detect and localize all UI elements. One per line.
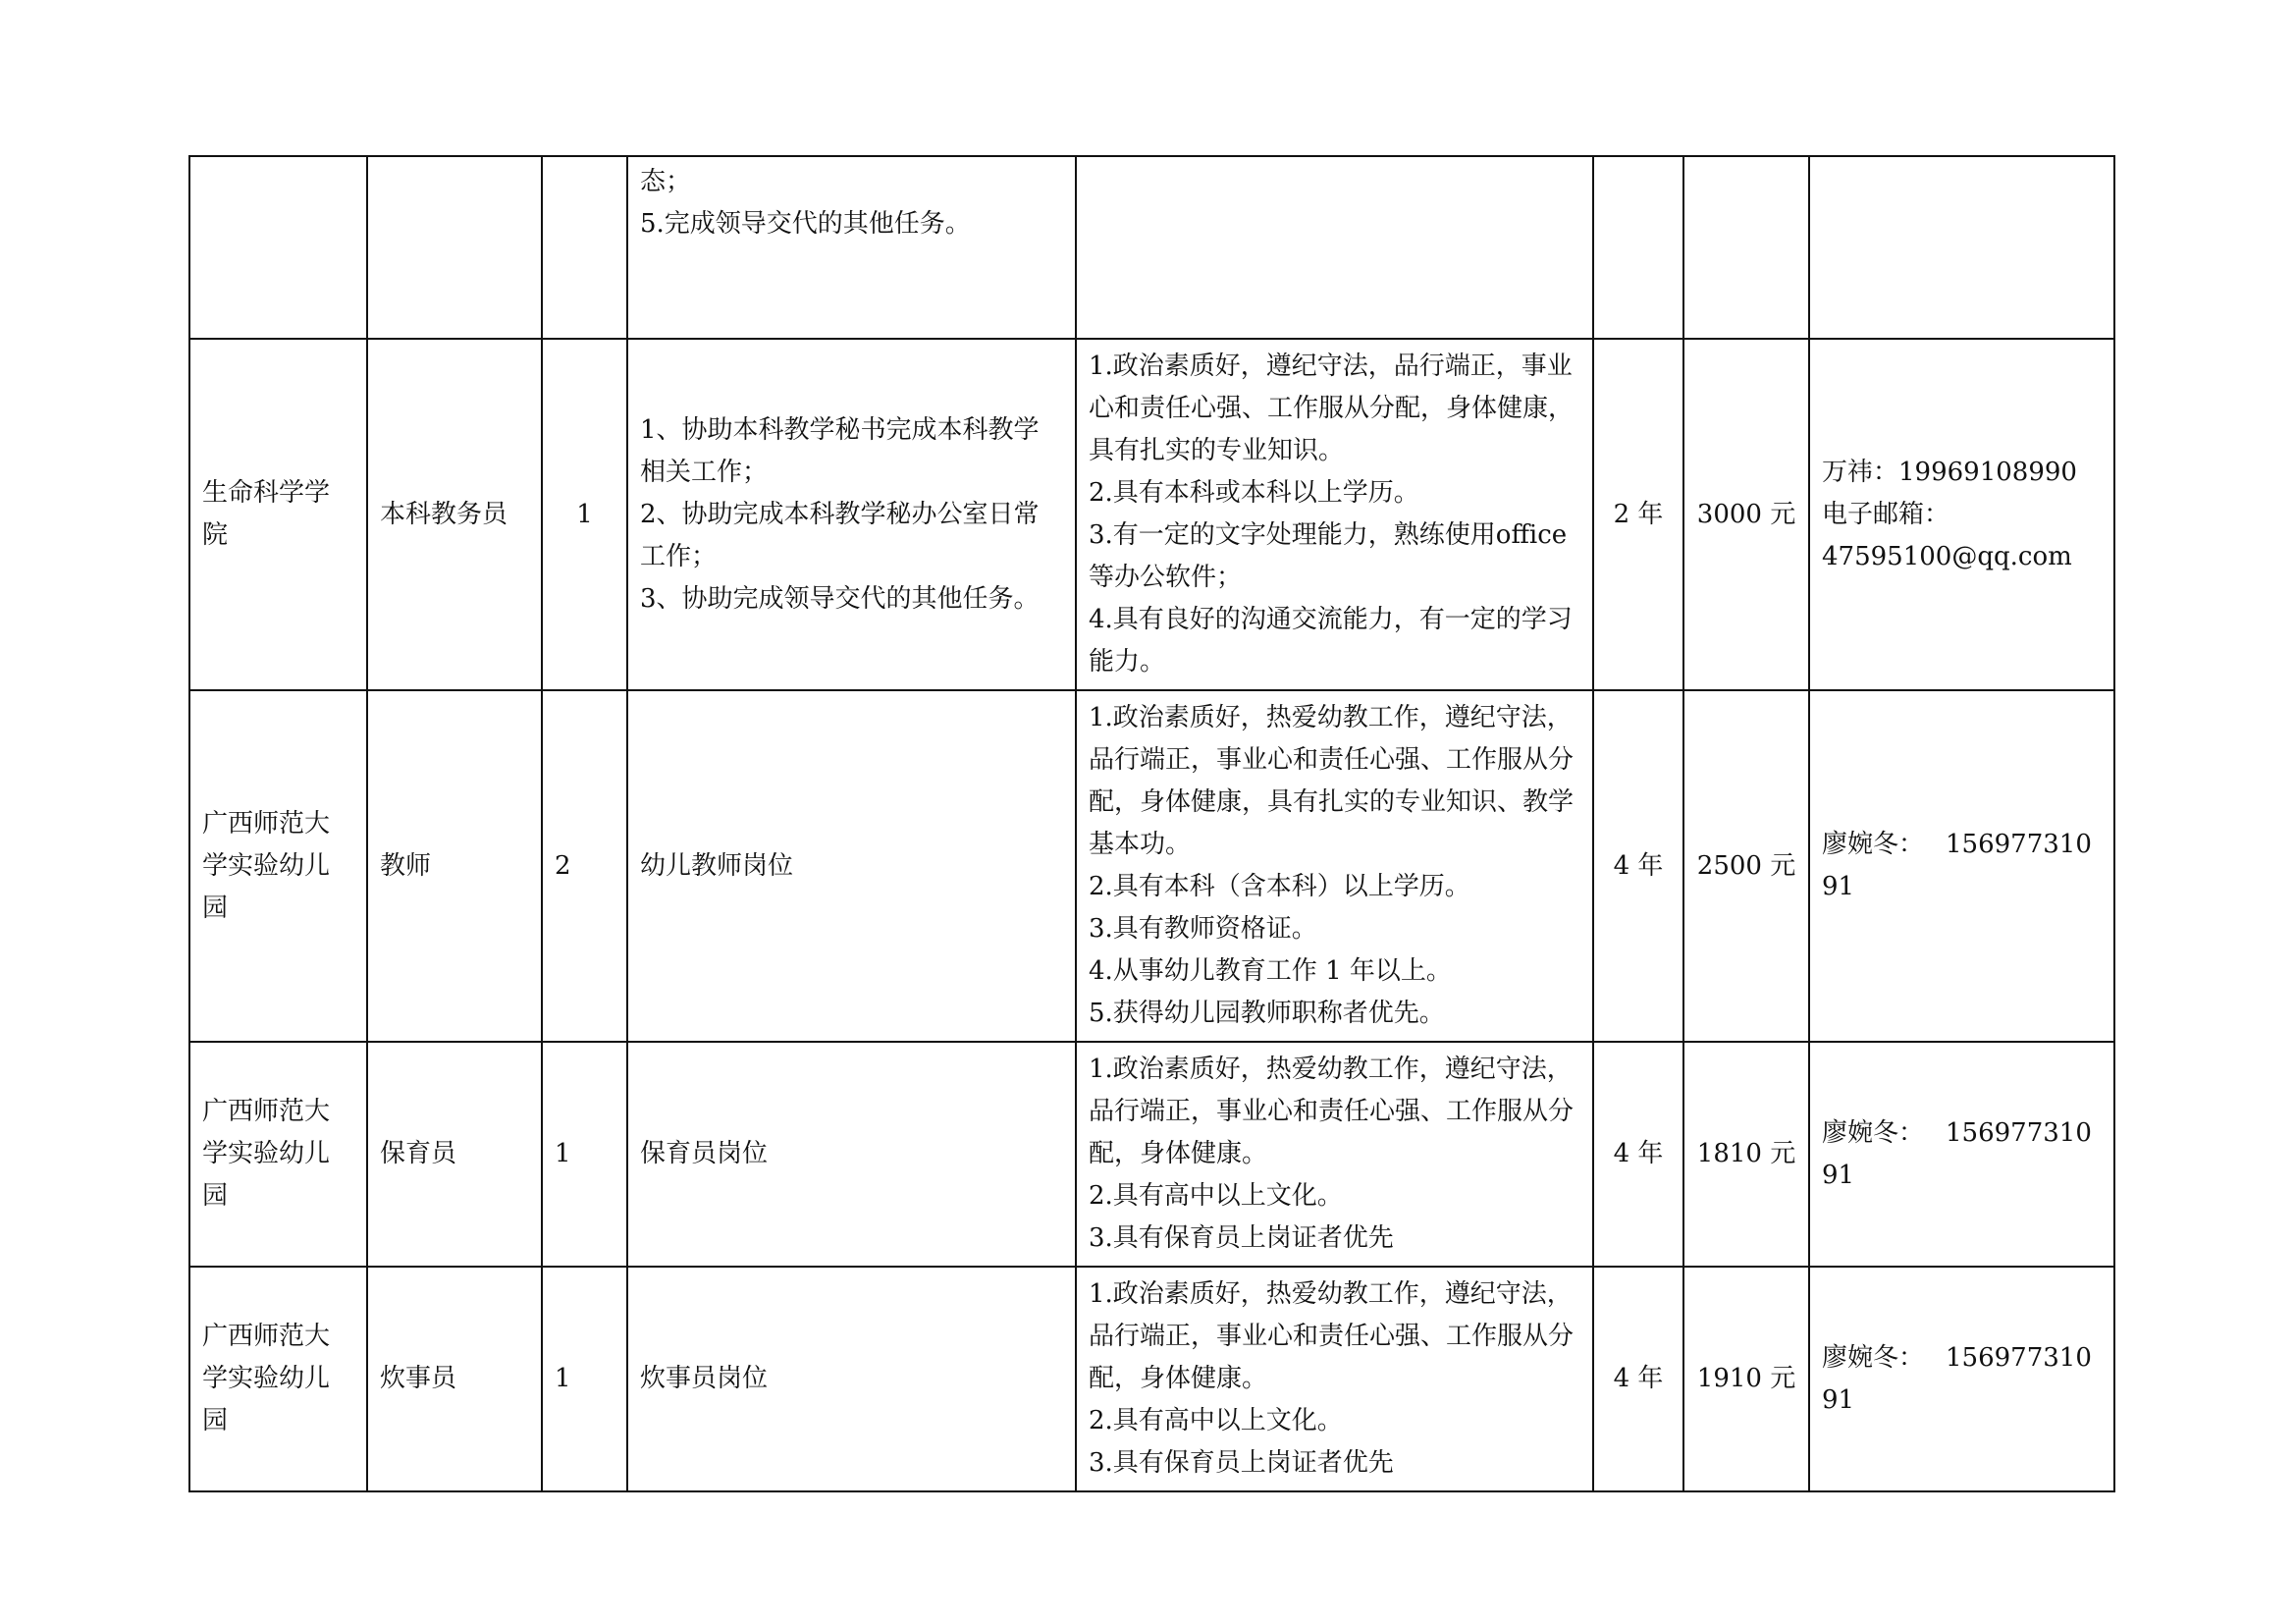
- requirements-cell: 1.政治素质好，热爱幼教工作，遵纪守法，品行端正，事业心和责任心强、工作服从分配，身体健康。 2.具有高中以上文化。 3.具有保育员上岗证者优先: [1076, 1267, 1593, 1491]
- contact-cell: [1809, 156, 2114, 339]
- count-cell: 1: [542, 1042, 627, 1267]
- duties-cell: 幼儿教师岗位: [627, 690, 1076, 1042]
- term-cell: 4 年: [1593, 1042, 1683, 1267]
- dept-cell: 广西师范大学实验幼儿园: [189, 1042, 367, 1267]
- salary-cell: 1910 元: [1683, 1267, 1809, 1491]
- position-cell: 本科教务员: [367, 339, 542, 690]
- contact-cell: [1809, 1042, 2114, 1267]
- term-cell: [1593, 156, 1683, 339]
- salary-cell: 3000 元: [1683, 339, 1809, 690]
- contact-cell: [1809, 690, 2114, 1042]
- contact-email: 47595100@qq.com: [1822, 541, 2072, 571]
- dept-cell: 广西师范大学实验幼儿园: [189, 690, 367, 1042]
- position-cell: 炊事员: [367, 1267, 542, 1491]
- requirements-cell: 1.政治素质好，热爱幼教工作，遵纪守法，品行端正，事业心和责任心强、工作服从分配，身体健康。 2.具有高中以上文化。 3.具有保育员上岗证者优先: [1076, 1042, 1593, 1267]
- table-row: [189, 1267, 2114, 1491]
- position-cell: 教师: [367, 690, 542, 1042]
- position-cell: [367, 156, 542, 339]
- dept-cell: 广西师范大学实验幼儿园: [189, 1267, 367, 1491]
- count-cell: 1: [542, 1267, 627, 1491]
- contact-phone: 15697731091: [1822, 830, 2092, 901]
- count-cell: 1: [542, 339, 627, 690]
- contact-cell: [1809, 1267, 2114, 1491]
- dept-cell: 生命科学学院: [189, 339, 367, 690]
- contact-name-phone: 万祎：19969108990: [1822, 457, 2077, 487]
- table-row: [189, 690, 2114, 1042]
- contact-email-label: 电子邮箱：: [1822, 499, 1950, 529]
- term-cell: 4 年: [1593, 1267, 1683, 1491]
- term-cell: 2 年: [1593, 339, 1683, 690]
- requirements-cell: 1.政治素质好，遵纪守法，品行端正，事业心和责任心强、工作服从分配，身体健康，具有扎实的专业知识。 2.具有本科或本科以上学历。 3.有一定的文字处理能力，熟练使用office 等办公软件； 4.具有良好的沟通交流能力，有一定的学习能力。: [1076, 339, 1593, 690]
- contact-name: 廖婉冬：: [1822, 1117, 1925, 1148]
- table-row: [189, 1042, 2114, 1267]
- duties-cell: 炊事员岗位: [627, 1267, 1076, 1491]
- table-row: [189, 339, 2114, 690]
- salary-cell: 2500 元: [1683, 690, 1809, 1042]
- dept-cell: [189, 156, 367, 339]
- position-cell: 保育员: [367, 1042, 542, 1267]
- count-cell: [542, 156, 627, 339]
- duties-cell: 保育员岗位: [627, 1042, 1076, 1267]
- contact-phone: 15697731091: [1822, 1342, 2092, 1415]
- recruitment-table: [188, 155, 2115, 1492]
- count-cell: 2: [542, 690, 627, 1042]
- table-row: [189, 156, 2114, 339]
- contact-name: 廖婉冬：: [1822, 830, 1925, 859]
- duties-cell: 1、协助本科教学秘书完成本科教学相关工作； 2、协助完成本科教学秘办公室日常工作； 3、协助完成领导交代的其他任务。: [627, 339, 1076, 690]
- salary-cell: [1683, 156, 1809, 339]
- contact-cell: [1809, 339, 2114, 690]
- salary-cell: 1810 元: [1683, 1042, 1809, 1267]
- requirements-cell: [1076, 156, 1593, 339]
- contact-phone: 15697731091: [1822, 1117, 2092, 1190]
- term-cell: 4 年: [1593, 690, 1683, 1042]
- requirements-cell: 1.政治素质好，热爱幼教工作，遵纪守法，品行端正，事业心和责任心强、工作服从分配，身体健康，具有扎实的专业知识、教学基本功。 2.具有本科（含本科）以上学历。 3.具有教师资格证。 4.从事幼儿教育工作 1 年以上。 5.获得幼儿园教师职称者优先。: [1076, 690, 1593, 1042]
- contact-name: 廖婉冬：: [1822, 1342, 1925, 1373]
- duties-cell: 态； 5.完成领导交代的其他任务。: [627, 156, 1076, 339]
